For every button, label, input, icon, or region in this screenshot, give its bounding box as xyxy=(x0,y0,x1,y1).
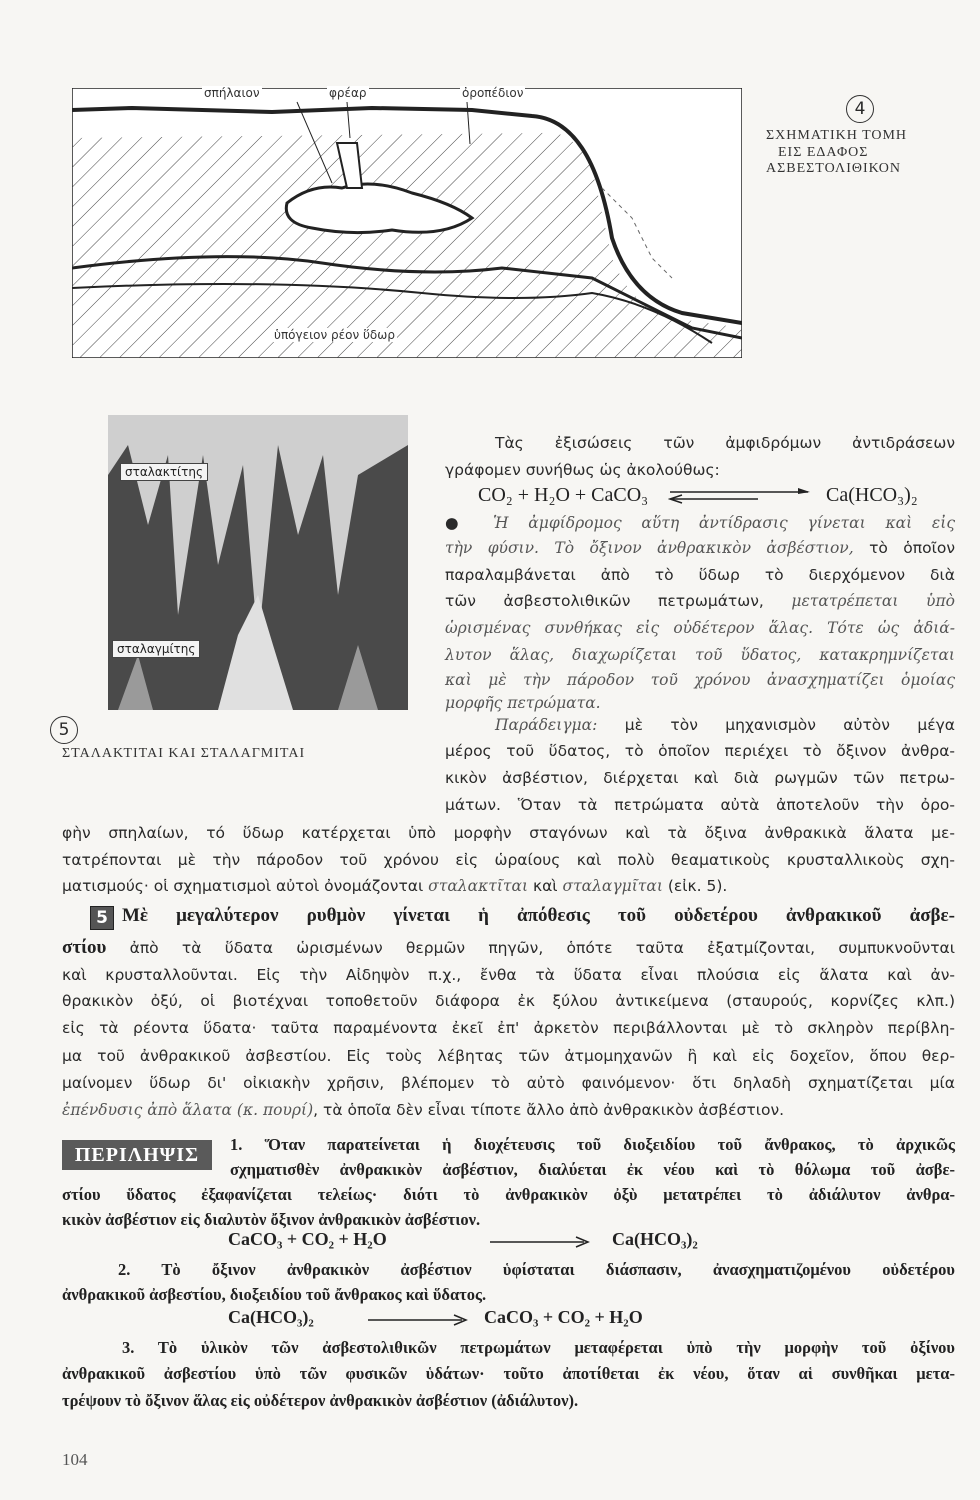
text-line xyxy=(495,433,955,453)
summary-line: 1. Ὅταν παρατείνεται ἡ διοχέτευσις τοῦ διοξειδίου τοῦ ἄνθρακος, τὸ ἀρχικῶς xyxy=(230,1135,955,1154)
text-line xyxy=(445,538,955,558)
text-line xyxy=(445,741,955,761)
text-segment: εἰς τὰ ρέοντα ὕδατα· ταῦτα παραμένοντα ἐκεῖ ἐπ' ἀρκετὸν περιβάλλονται μὲ τὸ σκληρὸν περίβλη- xyxy=(62,1019,955,1037)
text-line xyxy=(62,991,955,1011)
text-segment: σταλαγμῖται xyxy=(562,877,663,895)
equation-2-reactants: CaCO₃ + CO₂ + H₂O xyxy=(228,1229,387,1249)
text-line xyxy=(445,591,955,611)
text-line xyxy=(445,768,955,788)
label-stalagmite: σταλαγμίτης xyxy=(112,640,200,658)
text-segment: τὴν φύσιν. Τὸ ὄξινον ἀνθρακικὸν ἀσβέστιον, xyxy=(445,539,854,557)
reversible-arrow-icon xyxy=(668,486,813,510)
text-segment: κικὸν ἀσβέστιον, διέρχεται καὶ διὰ ρωγμῶν τῶν πετρω- xyxy=(445,769,955,787)
arrow-right-icon xyxy=(490,1234,590,1253)
text-line xyxy=(445,513,955,533)
text-segment: καὶ xyxy=(528,877,563,895)
text-segment: στίου xyxy=(62,937,107,958)
text-segment: μέρος τοῦ ὕδατος, τὸ ὁποῖον περιέχει τὸ ὄξινον ἀνθρα- xyxy=(445,742,955,760)
summary-line: τρέψουν τὸ ὄξινον ἅλας εἰς οὐδέτερον ἀνθρακικὸν ἀσβέστιον (ἀδιάλυτον). xyxy=(62,1391,579,1410)
text-segment: Ἡ ἀμφίδρομος αὕτη ἀντίδρασις γίνεται καὶ εἰς xyxy=(493,514,955,532)
summary-line: 2. Τὸ ὄξινον ἀνθρακικὸν ἀσβέστιον ὑφίσταται διάσπασιν, ἀνασχηματιζομένου οὐδετέρου xyxy=(118,1260,955,1279)
text-segment: τῶν ἀσβεστολιθικῶν πετρωμάτων, xyxy=(445,592,792,610)
text-segment: λυτον ἅλας, διαχωρίζεται τοῦ ὕδατος, κατακρημνίζεται xyxy=(445,646,955,664)
text-segment: (εἰκ. 5). xyxy=(662,877,728,895)
text-segment: μετατρέπεται ὑπὸ xyxy=(791,592,955,610)
equation-1-product: Ca(HCO₃)₂ xyxy=(826,484,918,506)
text-segment: ἀπὸ τὰ ὕδατα ὡρισμένων θερμῶν πηγῶν, ὁπότε ταῦτα ἐξατμίζονται, συμπυκνοῦνται xyxy=(106,939,955,957)
text-segment: καὶ μὲ τὴν πάροδον τοῦ χρόνου ἀνασχηματίζει ὁμοίας xyxy=(445,671,955,689)
text-line xyxy=(445,670,955,690)
text-line xyxy=(62,850,955,870)
text-segment: Παράδειγμα: xyxy=(495,716,598,734)
text-line xyxy=(62,965,955,985)
figure-5-photo xyxy=(108,415,408,710)
text-segment: μαίνομεν ὕδωρ δι' οἰκιακὴν χρῆσιν, βλέπομεν τὸ αὐτὸ φαινόμενον· ὅτι δηλαδὴ σχηματίζεται μία xyxy=(62,1074,955,1092)
section-5-marker: 5 xyxy=(90,906,114,930)
page-number: 104 xyxy=(62,1450,88,1469)
summary-line: ἀνθρακικοῦ ἀσβεστίου ὑπὸ τῶν φυσικῶν ὑδάτων· τοῦτο ἀποτίθεται ἐκ νέου, ὅταν αἱ συνθῆκαι μετα- xyxy=(62,1364,955,1383)
text-segment: γράφομεν συνήθως ὡς ἀκολούθως: xyxy=(445,461,720,479)
text-segment: ματισμούς· οἱ σχηματισμοὶ αὐτοὶ ὀνομάζονται xyxy=(62,877,429,895)
figure-5-number: 5 xyxy=(50,716,78,744)
text-segment: , τὰ ὁποῖα δὲν εἶναι τίποτε ἄλλο ἀπὸ ἀνθρακικὸν ἀσβέστιον. xyxy=(313,1101,785,1119)
summary-line: στίου ὕδατος ἐξαφανίζεται τελείως· διότι τὸ ἀνθρακικὸν ὀξὺ μετατρέπει τὸ ἀδιάλυτον ἀνθρα- xyxy=(62,1185,955,1204)
text-line xyxy=(62,1046,955,1066)
text-segment: μορφῆς πετρώματα. xyxy=(445,694,601,712)
equation-2-product: Ca(HCO₃)₂ xyxy=(612,1229,698,1249)
figure-5-caption: ΣΤΑΛΑΚΤΙΤΑΙ ΚΑΙ ΣΤΑΛΑΓΜΙΤΑΙ xyxy=(62,746,306,761)
summary-line: κικὸν ἀσβέστιον εἰς διαλυτὸν ὄξινον ἀνθρακικὸν ἀσβέστιον. xyxy=(62,1210,481,1229)
label-stalactite: σταλακτίτης xyxy=(120,463,208,481)
label-underground-water: ὑπόγειον ρέον ὕδωρ xyxy=(274,328,395,342)
summary-badge: ΠΕΡΙΛΗΨΙΣ xyxy=(62,1140,212,1170)
text-segment: καὶ κρυσταλλοῦνται. Εἰς τὴν Αἰδηψὸν π.χ., ἔνθα τὰ ὕδατα εἶναι πλούσια εἰς ἅλατα καὶ ἀν- xyxy=(62,966,955,984)
summary-line: ἀνθρακικοῦ ἀσβεστίου, διοξειδίου τοῦ ἄνθρακος καὶ ὕδατος. xyxy=(62,1285,487,1304)
text-segment: μάτων. Ὅταν τὰ πετρώματα αὐτὰ ἀποτελοῦν τὴν ὀρο- xyxy=(445,796,955,814)
text-segment: σταλακτῖται xyxy=(428,877,529,895)
figure-4-caption-line: ΣΧΗΜΑΤΙΚΗ ΤΟΜΗ xyxy=(766,128,908,143)
figure-4-caption-line: ΕΙΣ ΕΔΑΦΟΣ xyxy=(778,145,869,160)
label-cave: σπήλαιον xyxy=(204,86,260,100)
summary-line: σχηματισθὲν ἀνθρακικὸν ἀσβέστιον, διαλύεται ἐκ νέου καὶ τὸ θόλωμα τοῦ ἀσβε- xyxy=(230,1160,955,1179)
text-segment: μα τοῦ ἀνθρακικοῦ ἀσβεστίου. Εἰς τοὺς λέβητας τῶν ἀτμομηχανῶν ἢ καὶ εἰς δοχεῖον, ὅπου θερ- xyxy=(62,1047,955,1065)
text-line xyxy=(445,460,955,480)
label-plateau: ὀροπέδιον xyxy=(462,86,524,100)
label-well: φρέαρ xyxy=(329,86,367,100)
text-segment: τατρέπονται μὲ τὴν πάροδον τοῦ χρόνου εἰς ὡραίους καὶ πολὺ θεαματικοὺς κρυσταλλικοὺς σχη- xyxy=(62,851,955,869)
text-segment: ὡρισμένας συνθήκας εἰς οὐδέτερον ἅλας. Τότε ὡς ἀδιά- xyxy=(445,619,955,637)
text-segment: ● xyxy=(445,514,494,532)
cave-cross-section-illustration xyxy=(72,88,742,358)
text-line xyxy=(445,645,955,665)
text-line xyxy=(62,1100,955,1120)
figure-4-diagram xyxy=(72,88,742,358)
equation-3-reactant: Ca(HCO₃)₂ xyxy=(228,1307,314,1327)
text-segment: φὴν σπηλαίων, τό ὕδωρ κατέρχεται ὑπὸ μορφὴν σταγόνων καὶ τὰ ὄξινα ἀνθρακικὰ ἅλατα με- xyxy=(62,824,955,842)
figure-4-number: 4 xyxy=(846,95,874,123)
text-line xyxy=(62,1018,955,1038)
text-line xyxy=(62,823,955,843)
summary-line: 3. Τὸ ὑλικὸν τῶν ἀσβεστολιθικῶν πετρωμάτων μεταφέρεται ὑπὸ τὴν μορφὴν τοῦ ὀξίνου xyxy=(122,1338,955,1357)
text-segment: παραλαμβάνεται ἀπὸ τὸ ὕδωρ τὸ διερχόμενον διὰ xyxy=(445,566,955,584)
equation-3-products: CaCO₃ + CO₂ + H₂O xyxy=(484,1307,643,1327)
equation-1-reactants: CO₂ + H₂O + CaCO₃ xyxy=(478,484,649,506)
text-line xyxy=(495,715,955,735)
text-line xyxy=(445,618,955,638)
text-line xyxy=(445,565,955,585)
text-segment: Τὰς ἐξισώσεις τῶν ἀμφιδρόμων ἀντιδράσεων xyxy=(495,434,955,452)
text-segment: θρακικὸν ὀξύ, οἱ βιοτέχναι τοποθετοῦν διάφορα ἐκ ξύλου ἀντικείμενα (σταυρούς, κορνίζες κλπ.) xyxy=(62,992,955,1010)
text-line xyxy=(62,876,955,896)
text-line xyxy=(62,938,955,958)
text-segment: ἐπένδυσις ἀπὸ ἅλατα (κ. πουρί) xyxy=(62,1101,314,1119)
figure-4-caption-line: ΑΣΒΕΣΤΟΛΙΘΙΚΟΝ xyxy=(766,161,901,176)
text-line xyxy=(445,795,955,815)
text-line xyxy=(445,693,955,713)
text-segment: τὸ ὁποῖον xyxy=(853,539,955,557)
text-segment: Μὲ μεγαλύτερον ρυθμὸν γίνεται ἡ ἀπόθεσις τοῦ οὐδετέρου ἀνθρακικοῦ ἀσβε- xyxy=(122,905,955,926)
stalactite-stalagmite-photo xyxy=(108,415,408,710)
text-line xyxy=(122,906,955,926)
text-segment: μὲ τὸν μηχανισμὸν αὐτὸν μέγα xyxy=(597,716,955,734)
text-line xyxy=(62,1073,955,1093)
arrow-right-icon xyxy=(368,1312,468,1331)
